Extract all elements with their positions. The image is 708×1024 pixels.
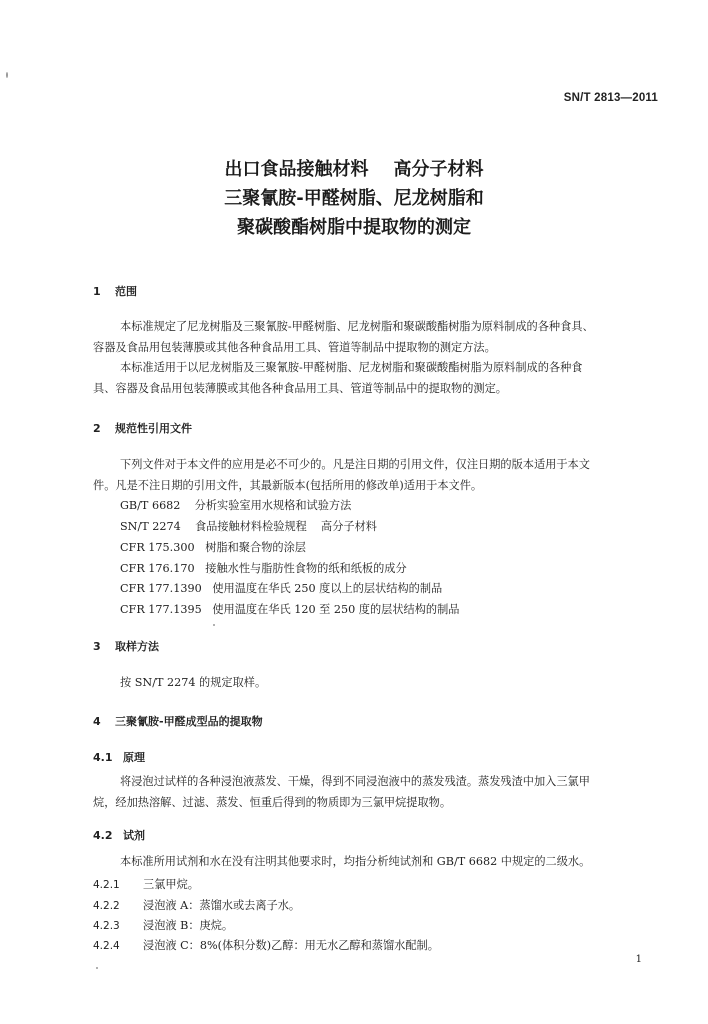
section-2-heading [93, 420, 192, 436]
scan-speck [213, 624, 215, 626]
paragraph-line: 将浸泡过试样的各种浸泡液蒸发、干燥，得到不同浸泡液中的蒸发残渣。蒸发残渣中加入三氯甲 [120, 775, 590, 788]
item-text: 三氯甲烷。 [143, 878, 199, 891]
paragraph-line: 件。凡是不注日期的引用文件，其最新版本(包括所用的修改单)适用于本文件。 [93, 479, 483, 492]
reference-title: 使用温度在华氏 250 度以上的层状结构的制品 [212, 582, 443, 595]
section-1-heading [93, 283, 137, 299]
title-line-1: 出口食品接触材料 高分子材料 [224, 159, 484, 180]
reference-code: CFR 177.1390 [120, 582, 202, 595]
reference-title: 分析实验室用水规格和试验方法 [194, 499, 352, 512]
item-text: 浸泡液 A：蒸馏水或去离子水。 [143, 899, 301, 912]
standard-code: SN/T 2813—2011 [563, 92, 658, 104]
reference-title: 食品接触材料检验规程 高分子材料 [194, 520, 377, 533]
paragraph-line: 本标准适用于以尼龙树脂及三聚氰胺-甲醛树脂、尼龙树脂和聚碳酸酯树脂为原料制成的各种食 [120, 361, 583, 374]
reference-code: SN/T 2274 [120, 520, 181, 533]
page-number: 1 [635, 954, 642, 965]
reference-item [120, 537, 306, 558]
item-text: 浸泡液 B：庚烷。 [143, 919, 234, 932]
reference-item [120, 516, 377, 537]
item-number: 4.2.1 [93, 879, 120, 891]
item-number: 4.2.2 [93, 900, 120, 912]
reference-code: CFR 176.170 [120, 562, 195, 575]
reference-item [120, 558, 407, 579]
list-item [93, 917, 233, 933]
paragraph-line: 本标准规定了尼龙树脂及三聚氰胺-甲醛树脂、尼龙树脂和聚碳酸酯树脂为原料制成的各种食具、 [120, 320, 594, 333]
subsection-title: 原理 [123, 751, 145, 764]
section-4-heading [93, 713, 263, 729]
title-line-3: 聚碳酸酯树脂中提取物的测定 [237, 217, 471, 238]
section-title: 取样方法 [115, 640, 159, 653]
section-3-heading [93, 638, 159, 654]
subsection-number: 4.2 [93, 829, 113, 842]
title-line-2: 三聚氰胺-甲醛树脂、尼龙树脂和 [224, 188, 484, 209]
document-title [0, 155, 708, 242]
paragraph-line: 烷，经加热溶解、过滤、蒸发、恒重后得到的物质即为三氯甲烷提取物。 [93, 796, 452, 809]
item-number: 4.2.3 [93, 920, 120, 932]
reference-code: GB/T 6682 [120, 499, 181, 512]
paragraph-line: 按 SN/T 2274 的规定取样。 [120, 676, 267, 689]
section-title: 范围 [115, 285, 137, 298]
item-text: 浸泡液 C：8%(体积分数)乙醇：用无水乙醇和蒸馏水配制。 [143, 939, 439, 952]
section-number: 1 [93, 285, 101, 298]
subsection-4-2-heading [93, 827, 145, 843]
reference-title: 树脂和聚合物的涂层 [205, 541, 306, 554]
reference-title: 接触水性与脂肪性食物的纸和纸板的成分 [205, 562, 407, 575]
section-number: 3 [93, 640, 101, 653]
paragraph-line: 容器及食品用包装薄膜或其他各种食品用工具、管道等制品中提取物的测定方法。 [93, 341, 496, 354]
paragraph-line: 下列文件对于本文件的应用是必不可少的。凡是注日期的引用文件，仅注日期的版本适用于本文 [120, 458, 590, 471]
paragraph-line: 本标准所用试剂和水在没有注明其他要求时，均指分析纯试剂和 GB/T 6682 中规定的二级水。 [120, 855, 591, 868]
reference-item [120, 495, 351, 516]
subsection-number: 4.1 [93, 751, 113, 764]
reference-item [120, 599, 459, 620]
section-title: 规范性引用文件 [115, 422, 192, 435]
subsection-title: 试剂 [123, 829, 145, 842]
scan-speck [96, 967, 98, 969]
section-number: 2 [93, 422, 101, 435]
list-item [93, 897, 300, 913]
list-item [93, 876, 199, 892]
section-number: 4 [93, 715, 101, 728]
reference-item [120, 578, 442, 599]
subsection-4-1-heading [93, 749, 145, 765]
reference-title: 使用温度在华氏 120 至 250 度的层状结构的制品 [212, 603, 460, 616]
section-title: 三聚氰胺-甲醛成型品的提取物 [115, 715, 263, 728]
scan-speck [6, 72, 8, 78]
reference-code: CFR 175.300 [120, 541, 195, 554]
list-item [93, 937, 439, 953]
paragraph-line: 具、容器及食品用包装薄膜或其他各种食品用工具、管道等制品中的提取物的测定。 [93, 382, 507, 395]
item-number: 4.2.4 [93, 940, 120, 952]
reference-code: CFR 177.1395 [120, 603, 202, 616]
